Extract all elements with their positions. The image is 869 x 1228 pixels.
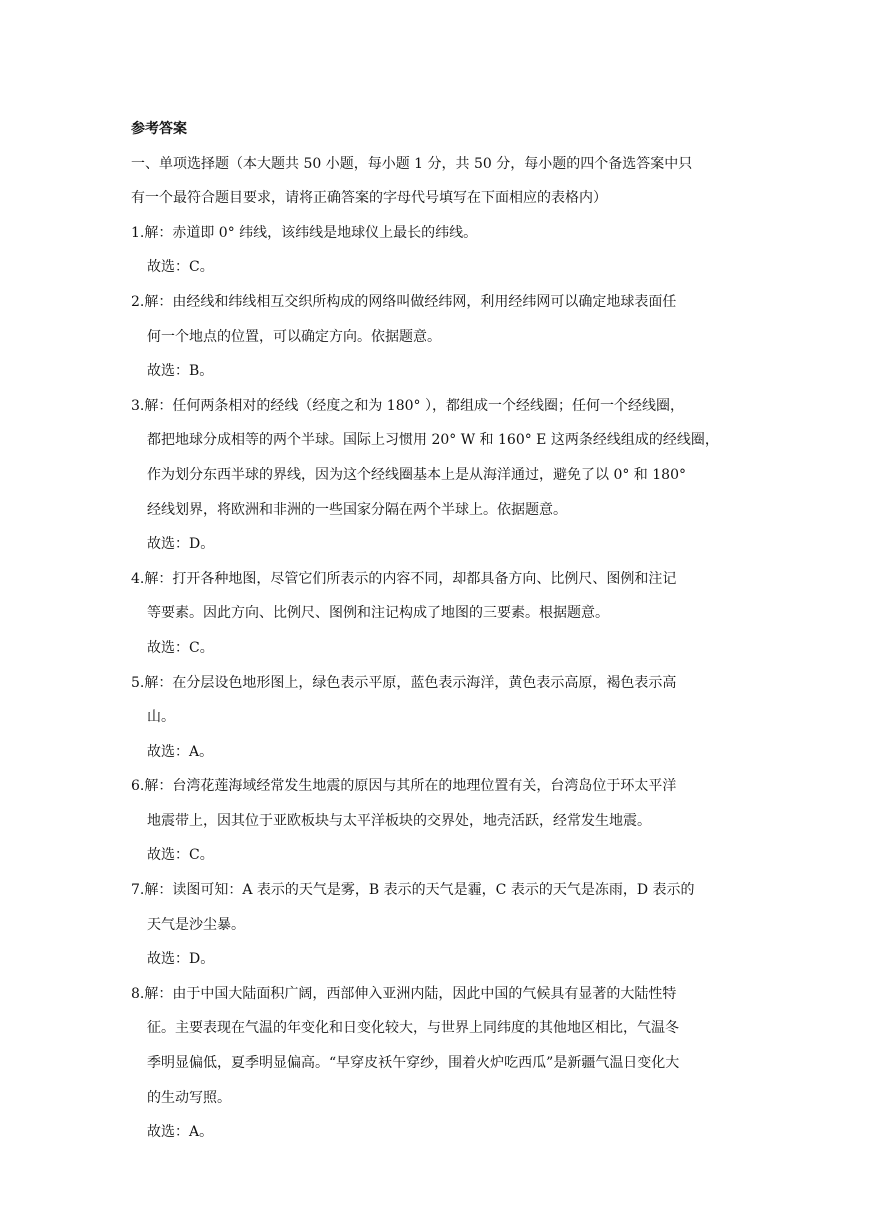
section-heading-line-1: 一、单项选择题（本大题共 50 小题，每小题 1 分，共 50 分，每小题的四个备选答案中只 — [131, 155, 693, 172]
answer-2-choice: 故选：B。 — [147, 363, 214, 380]
answer-3-line-4: 经线划界，将欧洲和非洲的一些国家分隔在两个半球上。依据题意。 — [147, 501, 567, 518]
answer-8-choice: 故选：A。 — [147, 1124, 214, 1141]
answer-3-line-1: 3.解：任何两条相对的经线（经度之和为 180° ），都组成一个经线圈；任何一个经线圈， — [131, 397, 684, 414]
page-title: 参考答案 — [131, 121, 187, 137]
answer-2-line-1: 2.解：由经线和纬线相互交织所构成的网络叫做经纬网，利用经纬网可以确定地球表面任 — [131, 293, 677, 310]
answer-5-line-1: 5.解：在分层设色地形图上，绿色表示平原，蓝色表示海洋，黄色表示高原，褐色表示高 — [131, 674, 677, 691]
answer-6-line-2: 地震带上，因其位于亚欧板块与太平洋板块的交界处，地壳活跃，经常发生地震。 — [147, 812, 651, 829]
answer-8-line-2: 征。主要表现在气温的年变化和日变化较大，与世界上同纬度的其他地区相比，气温冬 — [147, 1020, 679, 1037]
answer-key-content — [131, 112, 743, 1150]
answer-3-line-2: 都把地球分成相等的两个半球。国际上习惯用 20° W 和 160° E 这两条经线组成的经线圈， — [147, 432, 719, 449]
answer-8-line-3: 季明显偏低，夏季明显偏高。“早穿皮袄午穿纱，围着火炉吃西瓜”是新疆气温日变化大 — [147, 1055, 680, 1072]
answer-3-choice: 故选：D。 — [147, 536, 215, 553]
answer-1-choice: 故选：C。 — [147, 259, 214, 276]
answer-5-choice: 故选：A。 — [147, 743, 214, 760]
answer-7-choice: 故选：D。 — [147, 951, 215, 968]
answer-8-line-4: 的生动写照。 — [147, 1089, 231, 1106]
answer-3-line-3: 作为划分东西半球的界线，因为这个经线圈基本上是从海洋通过，避免了以 0° 和 180° — [147, 466, 686, 483]
answer-4-line-1: 4.解：打开各种地图，尽管它们所表示的内容不同，却都具备方向、比例尺、图例和注记 — [131, 570, 677, 587]
answer-2-line-2: 何一个地点的位置，可以确定方向。依据题意。 — [147, 328, 441, 345]
section-heading-line-2: 有一个最符合题目要求，请将正确答案的字母代号填写在下面相应的表格内） — [131, 190, 607, 207]
answer-7-line-1: 7.解：读图可知：A 表示的天气是雾，B 表示的天气是霾，C 表示的天气是冻雨，D 表示的 — [131, 882, 695, 899]
answer-5-line-2: 山。 — [147, 709, 175, 726]
answer-6-choice: 故选：C。 — [147, 847, 214, 864]
answer-1-line-1: 1.解：赤道即 0° 纬线，该纬线是地球仪上最长的纬线。 — [131, 224, 478, 241]
answer-4-choice: 故选：C。 — [147, 639, 214, 656]
answer-7-line-2: 天气是沙尘暴。 — [147, 916, 245, 933]
answer-8-line-1: 8.解：由于中国大陆面积广阔，西部伸入亚洲内陆，因此中国的气候具有显著的大陆性特 — [131, 985, 677, 1002]
answer-6-line-1: 6.解：台湾花莲海域经常发生地震的原因与其所在的地理位置有关，台湾岛位于环太平洋 — [131, 778, 677, 795]
answer-4-line-2: 等要素。因此方向、比例尺、图例和注记构成了地图的三要素。根据题意。 — [147, 605, 609, 622]
